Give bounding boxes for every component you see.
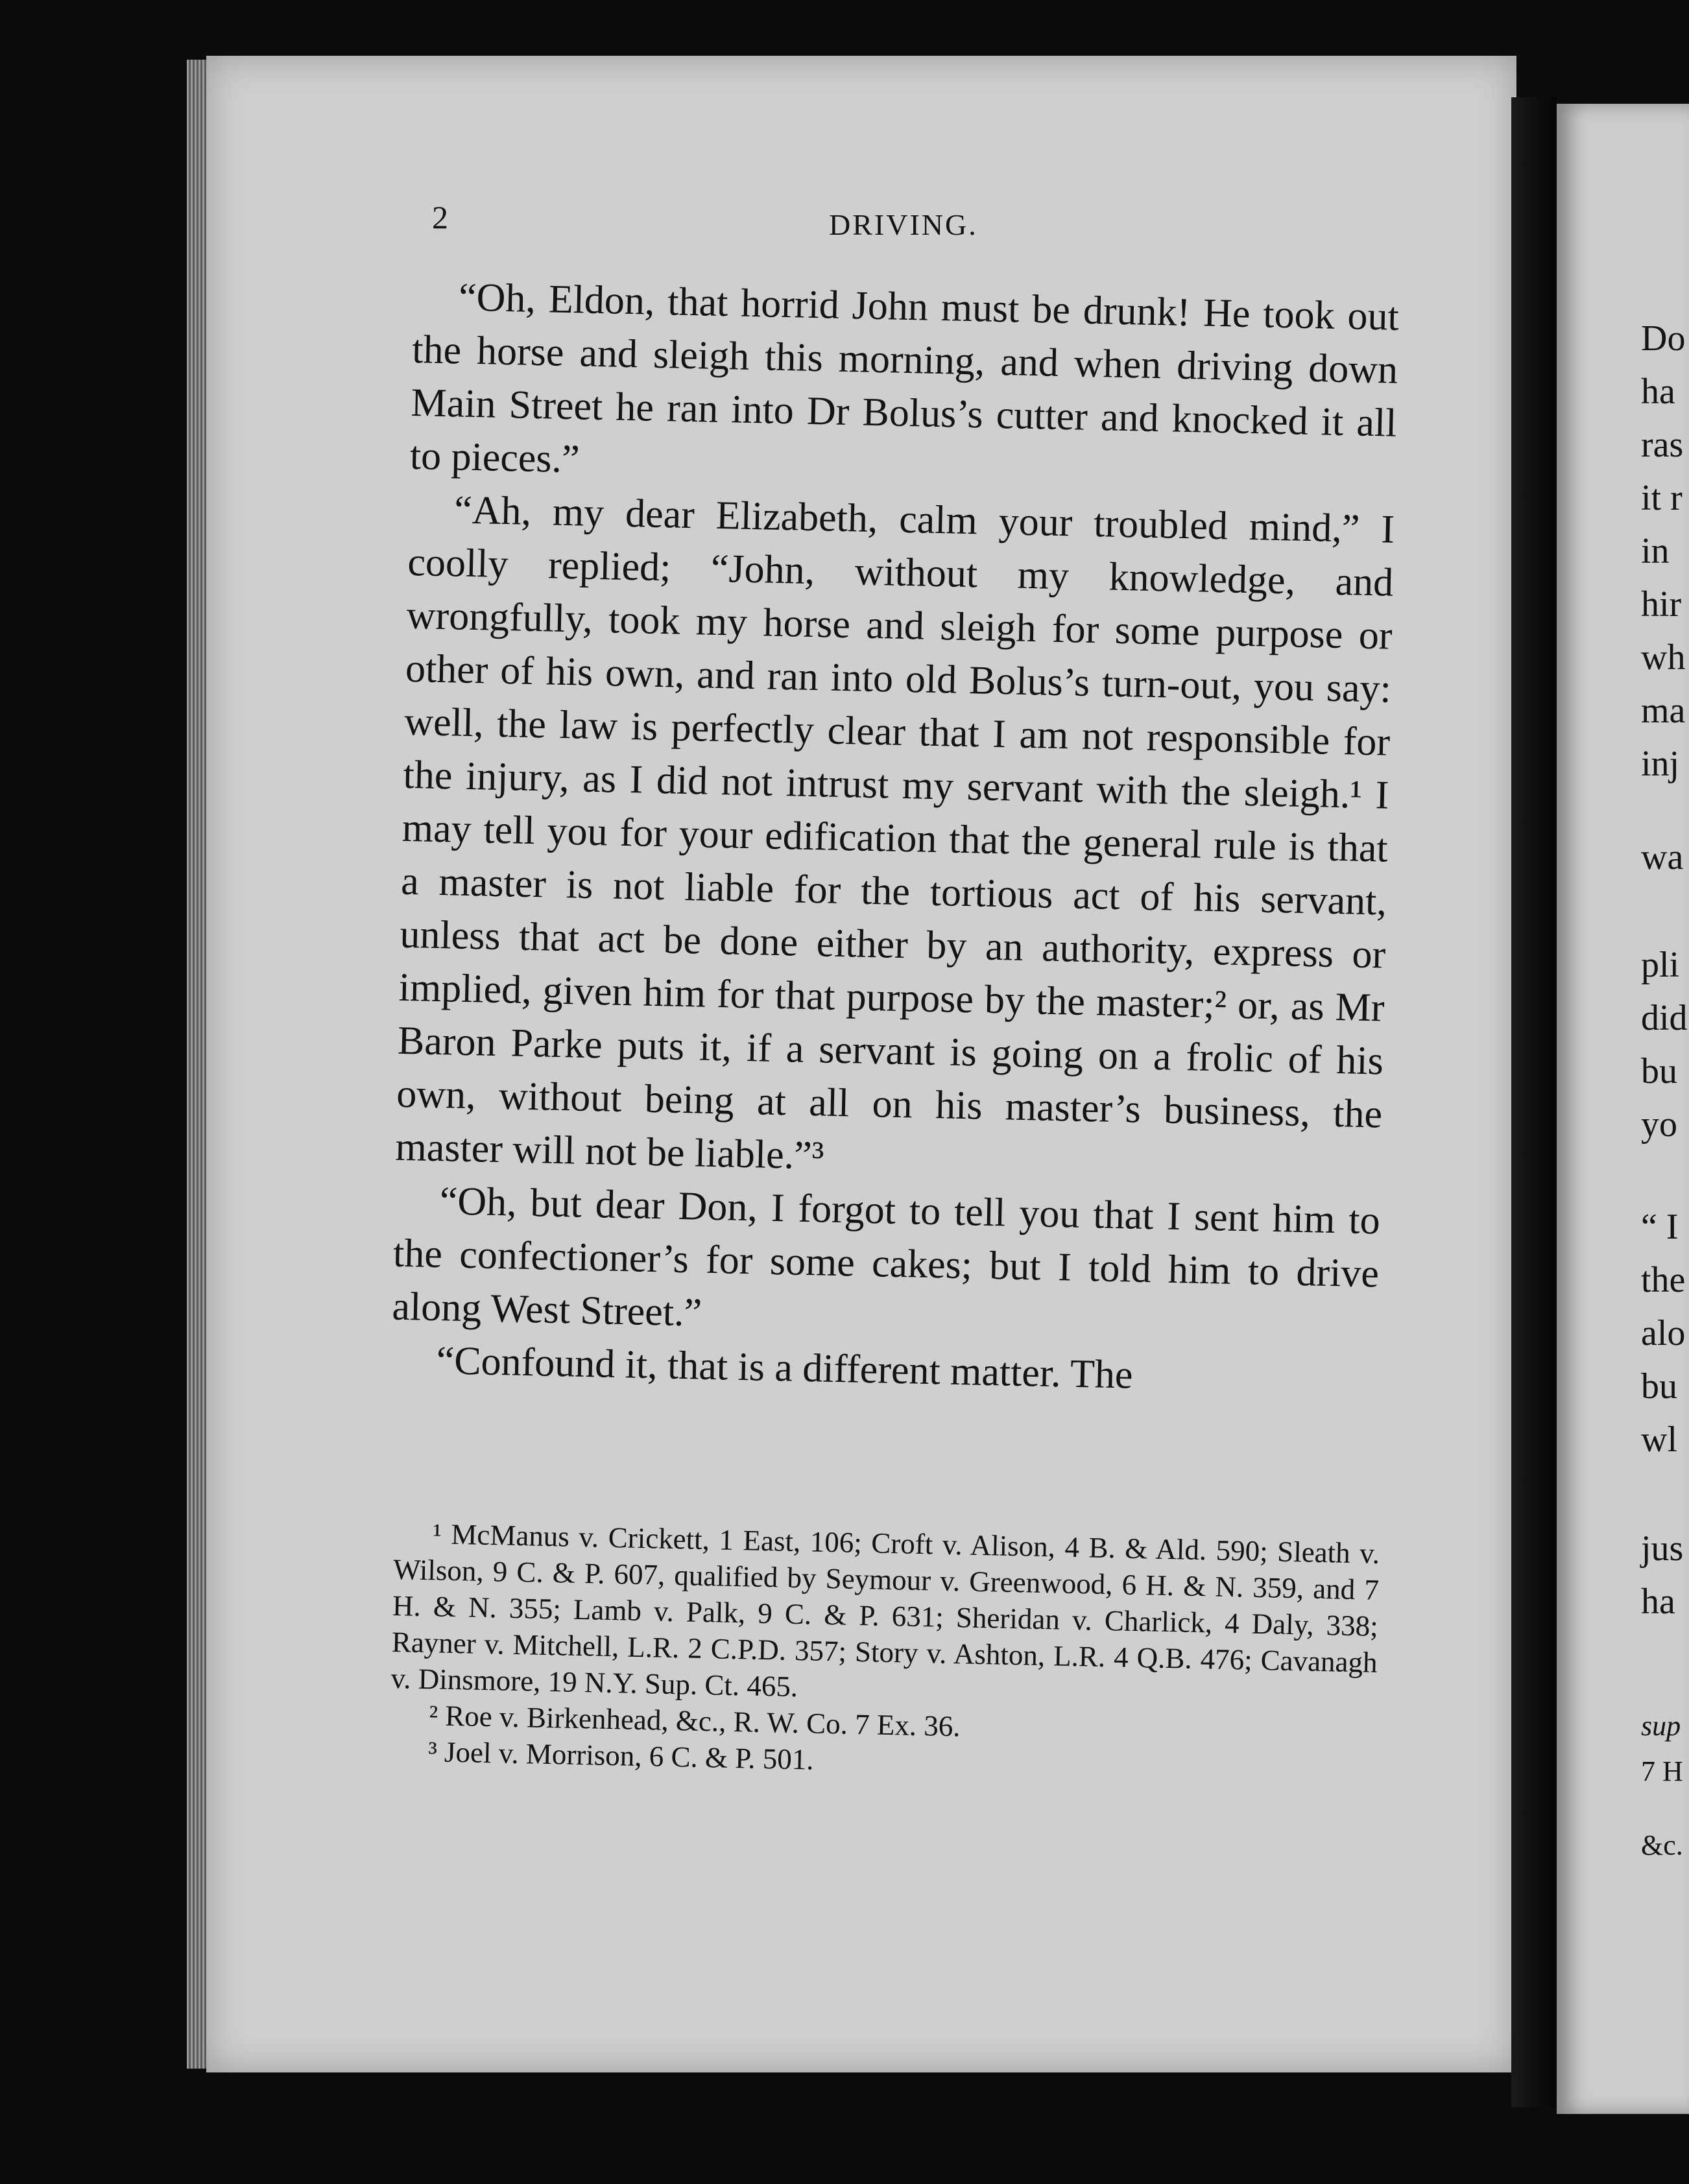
paragraph: “Oh, but dear Don, I forgot to tell you that I sent him to the confectioner’s for some cakes; but I told him to drive along West Street.”	[391, 1179, 1381, 1335]
next-page-text: ma	[1641, 691, 1686, 731]
footnote: ² Roe v. Birkenhead, &c., R. W. Co. 7 Ex. 36.	[429, 1699, 961, 1743]
next-page-text: sup	[1641, 1710, 1681, 1742]
page-number: 2	[432, 199, 448, 235]
next-page-text: wa	[1641, 837, 1684, 877]
paragraph: “Ah, my dear Elizabeth, calm your troubled mind,” I coolly replied; “John, without my knowledge, and wrongfully, took my horse and sleigh for some purpose or other of his own, and ran into old Bolus’s turn-out, you say: well, the law is perfectly clear that I am not responsible for the injury, as I did not intrust my servant with the sleigh.¹ I may tell you for your edification that the general rule is that a master is not liable for the tortious act of his servant, unless that act be done either by an authority, express or implied, given him for that purpose by the master;² or, as Mr Baron Parke puts it, if a servant is going on a frolic of his own, without being at all on his master’s business, the master will not be liable.”³	[394, 488, 1395, 1178]
paragraph: “Oh, Eldon, that horrid John must be drunk! He took out the horse and sleigh this morning, and when driving down Main Street he ran into Dr Bolus’s cutter and knocked it all to pieces.”	[409, 275, 1400, 482]
left-page	[206, 56, 1516, 2072]
next-page-text: the	[1641, 1260, 1686, 1300]
next-page-text: &c.	[1641, 1829, 1683, 1861]
gutter-shadow	[1511, 97, 1557, 2107]
footnotes	[389, 1515, 1380, 1790]
next-page-text: 7 H	[1641, 1755, 1683, 1787]
running-title: DRIVING.	[829, 208, 978, 241]
next-page-text: yo	[1641, 1104, 1677, 1145]
next-page-text: did	[1641, 998, 1688, 1038]
next-page-text: hir	[1641, 584, 1682, 624]
body-text	[390, 270, 1400, 1407]
next-page-text: inj	[1641, 744, 1680, 784]
next-page-text: ha	[1641, 1582, 1675, 1622]
next-page-text: bu	[1641, 1051, 1677, 1091]
page-header	[206, 198, 1516, 250]
next-page-text: ras	[1641, 425, 1684, 465]
next-page-fragment	[1557, 104, 1689, 2114]
next-page-text: jus	[1641, 1528, 1684, 1569]
next-page-text: alo	[1641, 1313, 1686, 1353]
next-page-text: bu	[1641, 1366, 1677, 1407]
next-page-text: “ I	[1641, 1207, 1679, 1247]
next-page-text: wl	[1641, 1419, 1677, 1460]
paragraph: “Confound it, that is a different matter. The	[436, 1338, 1134, 1397]
next-page-text: in	[1641, 531, 1670, 571]
next-page-text: ha	[1641, 372, 1675, 412]
footnote: ³ Joel v. Morrison, 6 C. & P. 501.	[427, 1735, 815, 1776]
next-page-text: it r	[1641, 478, 1683, 518]
footnote: ¹ McManus v. Crickett, 1 East, 106; Croft v. Alison, 4 B. & Ald. 590; Sleath v. Wilson, 9 C. & P. 607, qualified by Seymour v. Greenwood, 6 H. & N. 359, and 7 H. & N. 355; Lamb v. Palk, 9 C. & P. 631; Sheridan v. Charlick, 4 Daly, 338; Rayner v. Mitchell, L.R. 2 C.P.D. 357; Story v. Ashton, L.R. 4 Q.B. 476; Cavanagh v. Dinsmore, 19 N.Y. Sup. Ct. 465.	[390, 1517, 1380, 1703]
next-page-text: wh	[1641, 637, 1686, 678]
next-page-text: pli	[1641, 945, 1680, 985]
next-page-text: Do	[1641, 318, 1686, 359]
